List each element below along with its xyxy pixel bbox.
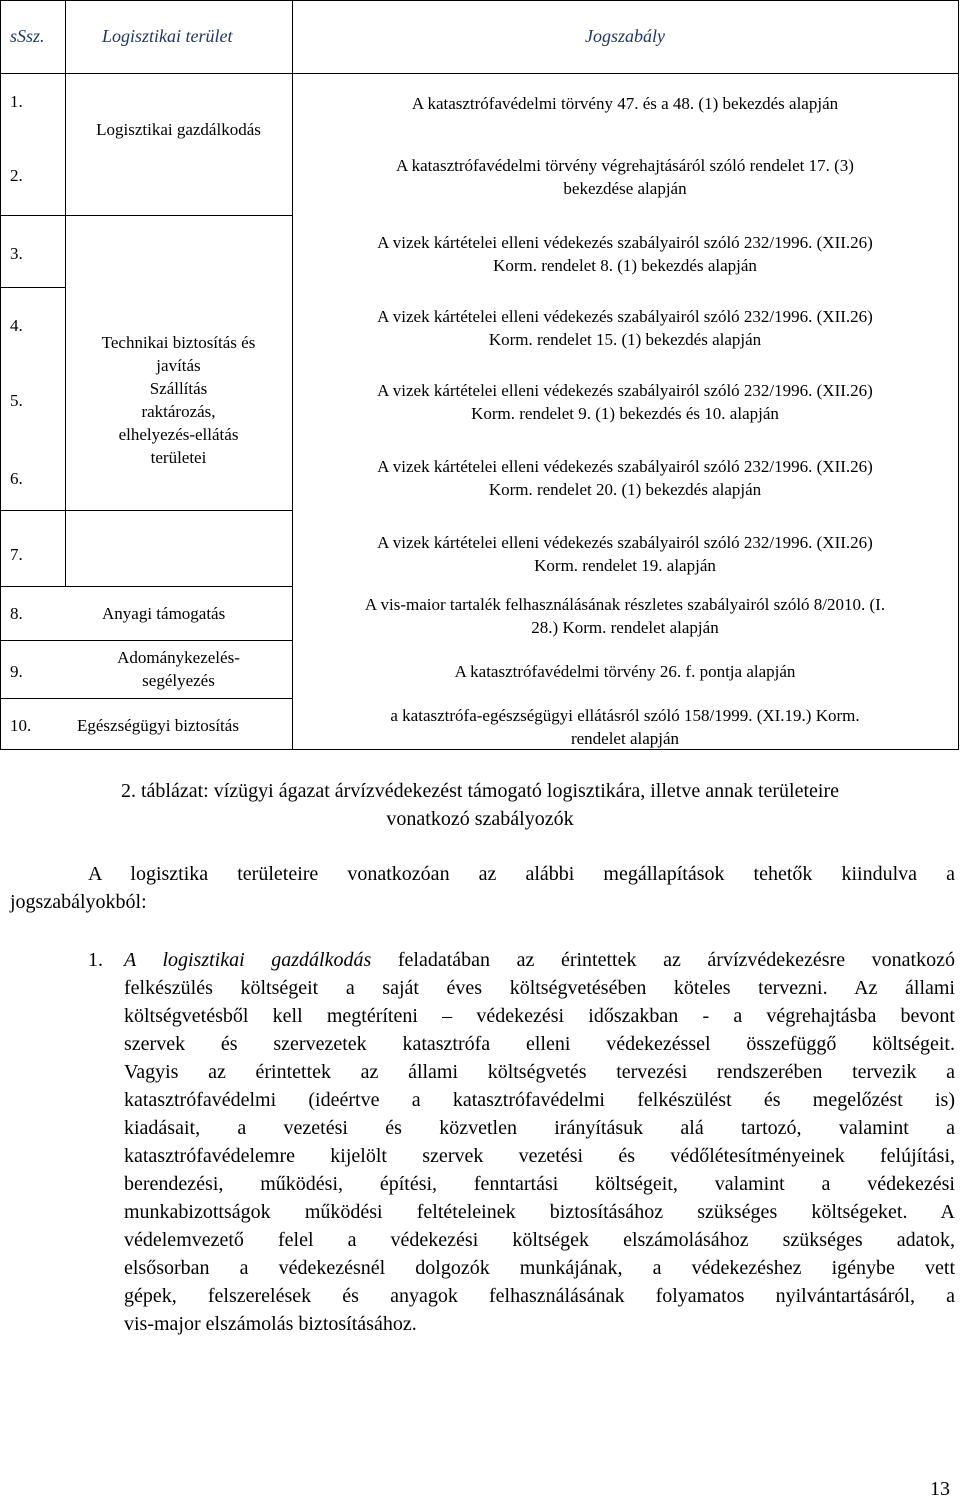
row-number: 2.	[10, 166, 23, 185]
law-cell: Korm. rendelet 8. (1) bekezdés alapján	[493, 256, 757, 275]
area-donation: Adománykezelés-	[117, 648, 240, 667]
intro-paragraph	[10, 860, 955, 916]
table-border-left	[0, 0, 1, 750]
area-technical: raktározás,	[141, 402, 216, 421]
area-logistics-management: Logisztikai gazdálkodás	[96, 120, 261, 139]
law-cell: A vizek kártételei elleni védekezés szabályairól szóló 232/1996. (XII.26)	[377, 233, 873, 252]
intro-line: A logisztika területeire vonatkozóan az alábbi megállapítások tehetők kiindulva a	[88, 863, 955, 885]
law-cell: A vizek kártételei elleni védekezés szabályairól szóló 232/1996. (XII.26)	[377, 457, 873, 476]
law-cell: A vizek kártételei elleni védekezés szabályairól szóló 232/1996. (XII.26)	[377, 307, 873, 326]
area-technical: Szállítás	[149, 379, 208, 398]
header-area: Logisztikai terület	[102, 26, 233, 46]
law-cell: Korm. rendelet 20. (1) bekezdés alapján	[488, 480, 762, 499]
list-number: 1.	[88, 949, 103, 971]
row-number: 3.	[10, 244, 23, 263]
area-technical: elhelyezés-ellátás	[118, 425, 239, 444]
row-number: 10.	[10, 716, 32, 735]
law-cell: A vizek kártételei elleni védekezés szabályairól szóló 232/1996. (XII.26)	[377, 381, 873, 400]
law-cell: A katasztrófavédelmi törvény végrehajtásáról szóló rendelet 17. (3)	[396, 156, 854, 175]
item-line: vis-major elszámolás biztosításához.	[124, 1313, 417, 1335]
row-divider	[0, 510, 292, 511]
table-caption	[0, 777, 960, 833]
item-line: költségvetésből kell megtéríteni – védekezési időszakban - a végrehajtásba bevont	[124, 1005, 955, 1027]
table-border-right	[958, 0, 959, 750]
row-divider	[0, 640, 292, 641]
law-cell: Korm. rendelet 15. (1) bekezdés alapján	[488, 330, 762, 349]
page-number: 13	[930, 1478, 950, 1500]
law-cell: A katasztrófavédelmi törvény 47. és a 48. (1) bekezdés alapján	[411, 94, 839, 113]
row-number: 7.	[10, 545, 23, 564]
law-cell: A katasztrófavédelmi törvény 26. f. pontja alapján	[454, 662, 796, 681]
law-cell: Korm. rendelet 9. (1) bekezdés és 10. alapján	[471, 404, 779, 423]
item-text: feladatában az érintettek az árvízvédekezésre vonatkozó	[371, 949, 955, 971]
list-item-1	[124, 946, 955, 1338]
item-line	[124, 946, 955, 974]
law-cell: Korm. rendelet 19. alapján	[534, 556, 716, 575]
law-cell: A vis-maior tartalék felhasználásának részletes szabályairól szóló 8/2010. (I.	[364, 595, 886, 614]
row-number: 6.	[10, 469, 23, 488]
row-number: 4.	[10, 316, 23, 335]
row-divider	[0, 586, 292, 587]
intro-line: jogszabályokból:	[10, 891, 147, 913]
column-divider	[65, 0, 66, 587]
row-divider	[0, 215, 292, 216]
item-line: védelemvezető felel a védekezési költségek elszámolásához szükséges adatok,	[124, 1229, 955, 1251]
item-line: felkészülés költségeit a saját éves költségvetésében köteles tervezni. Az állami	[124, 977, 955, 999]
item-line: berendezési, működési, építési, fenntartási költségeit, valamint a védekezési	[124, 1173, 955, 1195]
law-cell: A vizek kártételei elleni védekezés szabályairól szóló 232/1996. (XII.26)	[377, 533, 873, 552]
item-line: kiadásait, a vezetési és közvetlen irányításuk alá tartozó, valamint a	[124, 1117, 955, 1139]
row-number: 1.	[10, 92, 23, 111]
area-technical: Technikai biztosítás és	[101, 333, 256, 352]
row-number: 8.	[10, 604, 23, 623]
row-divider	[0, 698, 292, 699]
table-border-top	[0, 0, 959, 1]
area-technical: területei	[150, 448, 207, 467]
law-cell: bekezdése alapján	[563, 179, 687, 198]
area-technical: javítás	[156, 356, 201, 375]
area-material-support: Anyagi támogatás	[102, 604, 226, 623]
law-cell: a katasztrófa-egészségügyi ellátásról szóló 158/1999. (XI.19.) Korm.	[390, 706, 860, 725]
row-number: 9.	[10, 662, 23, 681]
area-health: Egészségügyi biztosítás	[77, 716, 239, 735]
item-italic-term: A logisztikai gazdálkodás	[124, 949, 372, 971]
row-number: 5.	[10, 391, 23, 410]
table-header-divider	[0, 73, 959, 74]
regulations-table	[0, 0, 960, 750]
row-divider	[0, 287, 65, 288]
item-line: Vagyis az érintettek az állami költségvetés tervezési rendszerében tervezik a	[124, 1061, 955, 1083]
header-number: sSsz.	[10, 26, 45, 46]
caption-line: vonatkozó szabályozók	[386, 808, 574, 830]
table-border-bottom	[0, 749, 959, 750]
item-line: elsősorban a védekezésnél dolgozók munkájának, a védekezéshez igénybe vett	[124, 1257, 955, 1279]
area-donation: segélyezés	[142, 671, 215, 690]
item-line: katasztrófavédelemre kijelölt szervek vezetési és védőlétesítményeinek felújítási,	[124, 1145, 955, 1167]
caption-line: 2. táblázat: vízügyi ágazat árvízvédekezést támogató logisztikára, illetve annak területeire	[121, 780, 839, 802]
law-cell: 28.) Korm. rendelet alapján	[531, 618, 719, 637]
item-line: szervek és szervezetek katasztrófa elleni védekezéssel összefüggő költségeit.	[124, 1033, 955, 1055]
header-law: Jogszabály	[585, 26, 665, 46]
law-cell: rendelet alapján	[570, 729, 680, 748]
item-line: munkabizottságok működési feltételeinek biztosításához szükséges költségeket. A	[124, 1201, 955, 1223]
item-line: katasztrófavédelmi (ideértve a katasztrófavédelmi felkészülést és megelőzést is)	[124, 1089, 955, 1111]
item-line: gépek, felszerelések és anyagok felhasználásának folyamatos nyilvántartásáról, a	[124, 1285, 955, 1307]
